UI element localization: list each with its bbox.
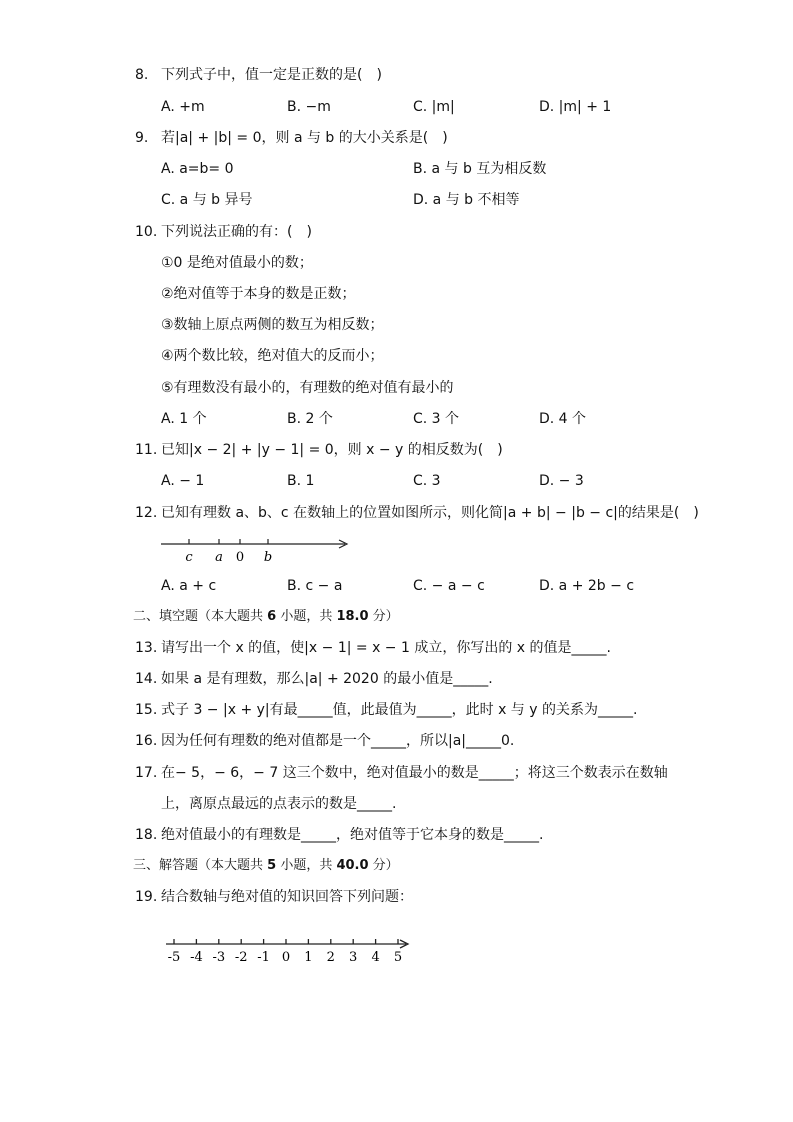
label-c: c <box>185 550 193 565</box>
number-line-19 <box>160 934 420 968</box>
tick-label--3: -3 <box>212 950 226 965</box>
option-c: C. 3 <box>413 473 441 489</box>
tick-label--4: -4 <box>190 950 203 965</box>
option-c: C. − a − c <box>413 578 485 594</box>
question-number: 11. <box>135 442 158 458</box>
option-d: D. a + 2b − c <box>539 578 635 594</box>
question-stem: 已知有理数 a、b、c 在数轴上的位置如图所示，则化简|a + b| − |b − c|的结果是( ) <box>161 505 699 521</box>
number-line-abc <box>155 532 355 566</box>
option-b: B. 1 <box>287 473 315 489</box>
option-d: D. 4 个 <box>539 411 587 427</box>
option-a: A. 1 个 <box>161 411 207 427</box>
label-a: a <box>215 550 223 565</box>
question-number: 12. <box>135 505 158 521</box>
option-a: A. a=b= 0 <box>161 161 234 177</box>
question-stem: 已知|x − 2| + |y − 1| = 0，则 x − y 的相反数为( ) <box>161 442 503 458</box>
option-b: B. −m <box>287 99 331 115</box>
question-stem: 下列说法正确的有：( ) <box>161 224 312 240</box>
question-number: 8. <box>135 67 149 83</box>
option-a: A. − 1 <box>161 473 205 489</box>
question-number: 9. <box>135 130 149 146</box>
option-a: A. a + c <box>161 578 217 594</box>
question-stem: 若|a| + |b| = 0，则 a 与 b 的大小关系是( ) <box>161 130 448 146</box>
tick-label-0: 0 <box>281 950 291 965</box>
option-b: B. c − a <box>287 578 343 594</box>
option-d: D. a 与 b 不相等 <box>413 192 520 208</box>
question-stem: 下列式子中，值一定是正数的是( ) <box>161 67 382 83</box>
option-c: C. |m| <box>413 99 455 115</box>
tick-label--1: -1 <box>257 950 270 965</box>
option-b: B. 2 个 <box>287 411 333 427</box>
tick-label--2: -2 <box>234 950 248 965</box>
option-a: A. +m <box>161 99 205 115</box>
option-c: C. 3 个 <box>413 411 460 427</box>
label-0: 0 <box>235 550 245 565</box>
tick-label-4: 4 <box>371 950 380 965</box>
option-c: C. a 与 b 异号 <box>161 192 253 208</box>
tick-label-2: 2 <box>326 950 335 965</box>
option-b: B. a 与 b 互为相反数 <box>413 161 547 177</box>
option-d: D. − 3 <box>539 473 584 489</box>
tick-label-3: 3 <box>349 950 358 965</box>
question-number: 10. <box>135 224 158 240</box>
exam-page: 8. 下列式子中，值一定是正数的是( ) A. +m B. −m C. |m| D. |m| + 1 9. 若|a| + |b| = 0，则 a 与 b 的大小关系是( ) A. a=b= 0 B. a 与 b 互为相反数 C. a 与 b 异号 D. a 与 b 不相等 10. 下列说法正确的有：( ) ①0 是绝对值最小的数； ②绝对值等于本身的数是正数； ③数轴上原点两侧的数互为相反数； ④两个数比较，绝对值大的反而小； ⑤有理数没有最小的，有理数的绝对值有最小的 A. 1 个 B. 2 个 C. 3 个 D. 4 个 11. 已知|x − 2| + |y − 1| = 0，则 x − y 的相反数为( ) A. − 1 B. 1 C. 3 D. − 3 12. 已知有理数 a、b、c 在数轴上的位置如图所示，则化简|a + b| − |b − c|的结果是( ) c a 0 b A. a + c B. c − a C. − a − c D. a + 2b − c 二、填空题（本大题共 6 小题，共 18.0 分） 13. 请写出一个 x 的值，使|x − 1| = x − 1 成立，你写出的 x 的值是_____. 14. 如果 a 是有理数，那么|a| + 2020 的最小值是_____. 15. 式子 3 − |x + y|有最_____值，此最值为_____，此时 x 与 y 的关系为_____. 16. 因为任何有理数的绝对值都是一个_____，所以|a|_____0. 17. 在− 5，− 6，− 7 这三个数中，绝对值最小的数是_____；将这三个数表示在数轴 上，离原点最远的点表示的数是_____. 18. 绝对值最小的有理数是_____，绝对值等于它本身的数是_____. 三、解答题（本大题共 5 小题，共 40.0 分） 19. 结合数轴与绝对值的知识回答下列问题： -5 -4 -3 -2 -1 0 1 2 3 4 5 <box>0 0 793 1122</box>
tick-label-5: 5 <box>393 950 403 965</box>
tick-label-1: 1 <box>304 950 313 965</box>
tick-label--5: -5 <box>167 950 181 965</box>
label-b: b <box>263 550 273 565</box>
option-d: D. |m| + 1 <box>539 99 612 115</box>
tick-group <box>168 939 402 965</box>
